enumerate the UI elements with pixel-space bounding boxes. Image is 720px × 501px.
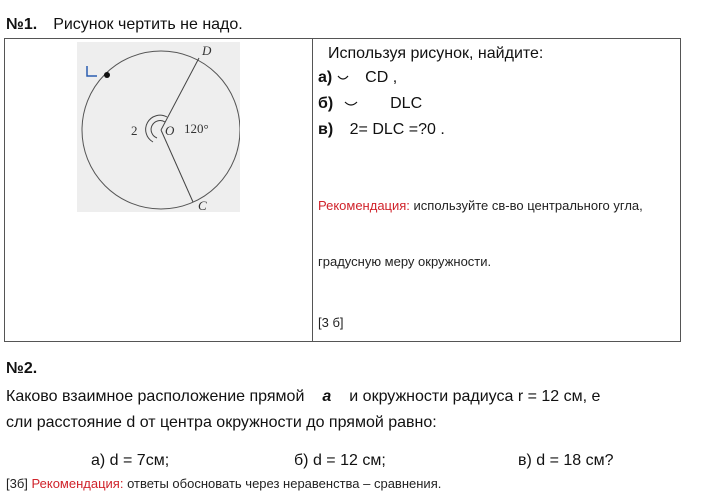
task1-score: [3 б]	[318, 315, 344, 330]
task2-question	[6, 384, 696, 436]
task2-recommendation-text: ответы обосновать через неравенства – сравнения.	[123, 476, 442, 491]
task1-recommendation-text: используйте св-во центрального угла,	[409, 198, 643, 213]
item-c-letter: в)	[318, 121, 334, 138]
task2-option-a: а) d = 7см;	[91, 452, 170, 469]
item-a-letter: а)	[318, 69, 333, 86]
task1-recommendation	[318, 195, 673, 216]
task1-item-b	[318, 95, 422, 113]
label-l-mark	[87, 66, 97, 76]
item-b-letter: б)	[318, 95, 334, 112]
radius-oc	[161, 130, 193, 202]
task2-recommendation-label: Рекомендация:	[31, 476, 124, 491]
item-c-text: 2= DLC =?0 .	[349, 121, 445, 138]
radius-od	[161, 58, 199, 130]
item-b-text: DLC	[390, 95, 423, 112]
label-2: 2	[131, 123, 138, 138]
label-angle: 120°	[184, 121, 209, 136]
task2-q-var: a	[322, 388, 332, 405]
task1-number: №1.	[6, 16, 38, 33]
label-d: D	[202, 43, 212, 58]
task2-option-c: в) d = 18 см?	[518, 452, 614, 469]
item-a-text: CD ,	[365, 69, 398, 86]
label-o: O	[165, 123, 175, 138]
point-l	[104, 72, 110, 78]
circle-figure	[77, 42, 240, 212]
task1-recommendation-2: градусную меру окружности.	[318, 254, 492, 269]
task1-table	[4, 38, 681, 342]
task2-option-b: б) d = 12 см;	[294, 452, 386, 469]
arc-mark-a	[337, 69, 349, 87]
circle-diagram	[77, 42, 240, 212]
task2-footer	[6, 476, 441, 491]
arc-mark-b	[344, 95, 358, 113]
task2-q-part2: и окружности радиуса r = 12 см, е	[349, 388, 601, 405]
task1-item-a	[318, 69, 397, 87]
task1-header	[6, 16, 243, 34]
task1-recommendation-label: Рекомендация:	[318, 198, 410, 213]
task2-number: №2.	[6, 360, 38, 377]
task2-score: [3б]	[6, 476, 28, 491]
task1-instruction: Используя рисунок, найдите:	[328, 45, 544, 62]
table-divider	[312, 39, 313, 341]
task1-note: Рисунок чертить не надо.	[53, 16, 243, 33]
task2-q-line2: сли расстояние d от центра окружности до прямой равно:	[6, 414, 437, 431]
label-c: C	[198, 198, 207, 212]
task2-q-part1: Каково взаимное расположение прямой	[6, 388, 305, 405]
task1-item-c	[318, 121, 445, 139]
